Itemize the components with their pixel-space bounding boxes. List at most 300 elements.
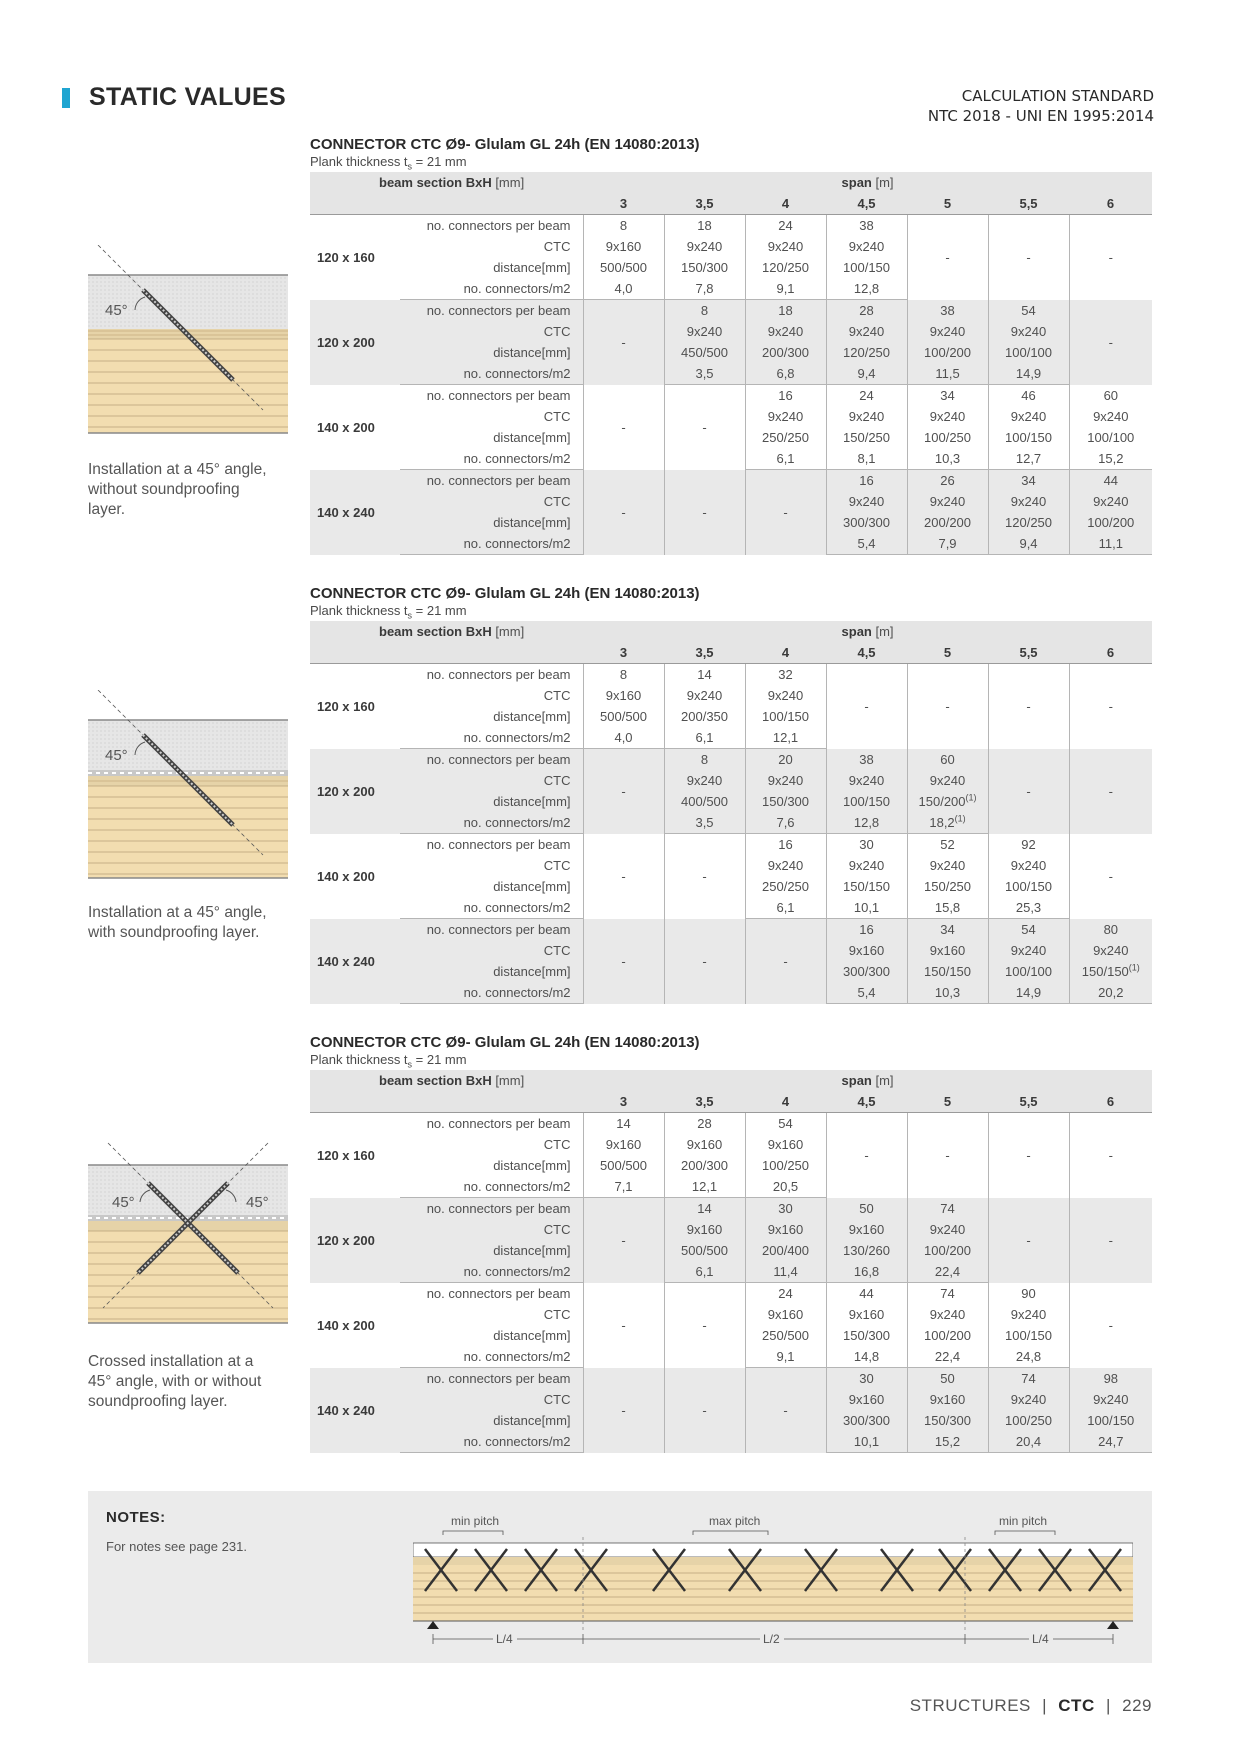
table-row [310,321,1152,342]
span-column-header: 5 [907,193,988,215]
table-cell: 12,8 [826,278,907,300]
table-cell: 9x240 [664,321,745,342]
table-cell: 12,1 [664,1176,745,1198]
table-cell: 24,8 [988,1346,1069,1368]
table-cell-empty: - [907,1113,988,1198]
span-column-header: 3 [583,642,664,664]
row-label: distance[mm] [400,1155,583,1176]
table-cell: 28 [664,1113,745,1135]
table-cell-empty: - [583,749,664,834]
table-cell: 9x240 [664,685,745,706]
static-values-table: beam section BxH [mm] span [m] 3 3,5 4 4,5 5 5,5 6 120 x 160 no. connectors per beam 8 18 24 38 - - - CTC 9x160 9x240 9x240 9x240 distance[mm] 500/500 150/300 120/250 100/150 no. connectors/m2 4,0 7,8 9,1 12,8 120 x 200 no. connectors per beam - 8 18 28 38 54 - CTC 9x240 9x240 9x240 9x240 9x240 distance[mm] 450/500 200/300 120/250 100/200 100/100 no. connectors/m2 3,5 6,8 9,4 11,5 14,9 140 x 200 no. connectors per beam - - 16 24 34 46 60 CTC 9x240 9x240 9x240 9x240 9x240 distance[mm] 250/250 150/250 100/250 100/150 100/100 no. connectors/m2 6,1 8,1 10,3 12,7 15,2 140 x 240 no. connectors per beam - - - 16 26 34 44 CTC 9x240 9x240 9x240 9x240 distance[mm] 300/300 200/200 120/250 100/200 no. connectors/m2 5,4 7,9 9,4 11,1 [310,172,1152,555]
table-cell-empty: - [583,1368,664,1453]
table-cell: 9x240 [664,770,745,791]
table-cell: 20 [745,749,826,771]
table-cell: 100/200 [1069,512,1152,533]
row-label: CTC [400,406,583,427]
table-cell: 60 [907,749,988,771]
table-cell: 50 [907,1368,988,1390]
row-label: no. connectors/m2 [400,982,583,1004]
table-cell-empty: - [1069,1198,1152,1283]
table-cell-empty: - [988,1198,1069,1283]
footnote-mark: (1) [965,792,977,803]
table-cell: 150/300 [826,1325,907,1346]
table-cell-empty: - [988,1113,1069,1198]
table-cell: 9x160 [664,1219,745,1240]
row-label: distance[mm] [400,791,583,812]
table-cell-empty: - [988,664,1069,749]
table-row [310,919,1152,941]
table-cell: 38 [826,215,907,237]
table-cell: 6,8 [745,363,826,385]
table-cell: 100/250 [745,1155,826,1176]
table-cell: 9x240 [1069,491,1152,512]
table-cell: 22,4 [907,1346,988,1368]
row-label: no. connectors/m2 [400,1261,583,1283]
table-row [310,834,1152,856]
span-column-header: 5 [907,1091,988,1113]
static-values-table: beam section BxH [mm] span [m] 3 3,5 4 4,5 5 5,5 6 120 x 160 no. connectors per beam 14 28 54 - - - - CTC 9x160 9x160 9x160 distance[mm] 500/500 200/300 100/250 no. connectors/m2 7,1 12,1 20,5 120 x 200 no. connectors per beam - 14 30 50 74 - - CTC 9x160 9x160 9x160 9x240 distance[mm] 500/500 200/400 130/260 100/200 no. connectors/m2 6,1 11,4 16,8 22,4 140 x 200 no. connectors per beam - - 24 44 74 90 - CTC 9x160 9x160 9x240 9x240 distance[mm] 250/500 150/300 100/200 100/150 no. connectors/m2 9,1 14,8 22,4 24,8 140 x 240 no. connectors per beam - - - 30 50 74 98 CTC 9x160 9x160 9x240 9x240 distance[mm] 300/300 150/300 100/250 100/150 no. connectors/m2 10,1 15,2 20,4 24,7 [310,1070,1152,1453]
table-cell: 100/150 [1069,1410,1152,1431]
span-column-header: 4,5 [826,642,907,664]
row-label: no. connectors/m2 [400,533,583,555]
table-cell: 100/100 [988,961,1069,982]
beam-section-header: beam section BxH [379,624,492,639]
table-cell: 20,5 [745,1176,826,1198]
table-cell: 5,4 [826,533,907,555]
angle-label-left: 45° [112,1194,135,1211]
table-cell: 24 [745,215,826,237]
table-cell: 100/150 [745,706,826,727]
page-number: 229 [1122,1696,1152,1715]
row-label: CTC [400,1219,583,1240]
table-cell: 6,1 [664,1261,745,1283]
table-cell: 90 [988,1283,1069,1305]
table-cell: 9x160 [826,1304,907,1325]
angle-label-right: 45° [246,1194,269,1211]
figure-caption-3: Crossed installation at a 45° angle, with or without soundproofing layer. [88,1353,262,1410]
row-label: distance[mm] [400,1410,583,1431]
table-cell: 12,1 [745,727,826,749]
table-cell: 200/400 [745,1240,826,1261]
table-cell: 9,4 [988,533,1069,555]
table-cell: 200/300 [745,342,826,363]
row-label: no. connectors/m2 [400,1346,583,1368]
table-cell: 100/150 [988,427,1069,448]
notes-text: For notes see page 231. [106,1539,247,1554]
footer-separator: | [1042,1696,1048,1715]
l2-label: L/2 [763,1632,780,1646]
notes-box [88,1491,1152,1663]
table-cell: 9x240 [745,770,826,791]
row-label: CTC [400,321,583,342]
row-label: no. connectors/m2 [400,897,583,919]
row-label: CTC [400,236,583,257]
table-row [310,300,1152,322]
section-title: CONNECTOR CTC Ø9- Glulam GL 24h (EN 14080:2013) [310,1034,700,1051]
row-label: no. connectors per beam [400,919,583,941]
table-cell: 34 [988,470,1069,492]
span-column-header: 3,5 [664,1091,745,1113]
table-cell: 6,1 [664,727,745,749]
row-label: no. connectors per beam [400,834,583,856]
table-cell: 150/300 [745,791,826,812]
beam-section-label: 140 x 200 [310,834,400,919]
table-cell: 74 [988,1368,1069,1390]
beam-section-header: beam section BxH [379,175,492,190]
l4-label-right: L/4 [1032,1632,1049,1646]
table-cell-empty: - [664,385,745,470]
table-cell-empty: - [664,470,745,555]
table-cell: 9x160 [745,1134,826,1155]
table-cell: 150/300 [907,1410,988,1431]
table-row [310,664,1152,686]
table-cell: 98 [1069,1368,1152,1390]
table-cell: 9x240 [745,406,826,427]
table-cell: 54 [988,919,1069,941]
row-label: no. connectors/m2 [400,448,583,470]
row-label: no. connectors per beam [400,749,583,771]
table-cell: 9x160 [826,940,907,961]
table-cell: 14 [664,664,745,686]
min-pitch-label-right: min pitch [999,1514,1048,1528]
span-column-header: 4 [745,1091,826,1113]
row-label: no. connectors per beam [400,300,583,322]
table-cell: 9x160 [583,685,664,706]
beam-section-label: 140 x 240 [310,470,400,555]
row-label: distance[mm] [400,427,583,448]
row-label: no. connectors/m2 [400,727,583,749]
row-label: distance[mm] [400,257,583,278]
table-cell: 9x160 [826,1219,907,1240]
table-cell: 20,4 [988,1431,1069,1453]
table-cell: 54 [988,300,1069,322]
beam-section-label: 120 x 200 [310,300,400,385]
table-cell-empty: - [583,300,664,385]
table-cell: 14 [583,1113,664,1135]
table-cell: 11,4 [745,1261,826,1283]
table-cell: 9x240 [826,855,907,876]
table-cell: 100/150 [988,1325,1069,1346]
table-cell: 9x240 [907,1304,988,1325]
table-cell: 500/500 [583,1155,664,1176]
table-cell: 9x160 [826,1389,907,1410]
table-row [310,215,1152,237]
table-cell: 9x240 [1069,1389,1152,1410]
table-cell: 9x240 [988,940,1069,961]
table-cell: 100/100 [988,342,1069,363]
row-label: distance[mm] [400,961,583,982]
table-cell: 9x240 [988,1389,1069,1410]
table-cell: 100/150 [826,257,907,278]
table-cell: 150/150 [826,876,907,897]
footnote-mark: (1) [954,813,966,824]
table-cell: 100/250 [907,427,988,448]
span-column-header: 3,5 [664,193,745,215]
table-cell: 9x240 [907,770,988,791]
table-cell: 7,6 [745,812,826,834]
table-cell-empty: - [583,385,664,470]
section-title: CONNECTOR CTC Ø9- Glulam GL 24h (EN 14080:2013) [310,136,700,153]
table-cell: 14 [664,1198,745,1220]
table-cell: 18 [664,215,745,237]
table-cell: 300/300 [826,961,907,982]
table-cell-empty: - [583,834,664,919]
table-cell: 120/250 [745,257,826,278]
table-cell: 10,3 [907,448,988,470]
table-cell: 5,4 [826,982,907,1004]
page-title: STATIC VALUES [89,83,286,111]
table-cell: 16 [745,385,826,407]
table-cell-empty: - [988,215,1069,300]
table-cell: 9x240 [907,855,988,876]
span-column-header: 6 [1069,642,1152,664]
table-cell: 9x160 [907,1389,988,1410]
static-values-table: beam section BxH [mm] span [m] 3 3,5 4 4,5 5 5,5 6 120 x 160 no. connectors per beam 8 14 32 - - - - CTC 9x160 9x240 9x240 distance[mm] 500/500 200/350 100/150 no. connectors/m2 4,0 6,1 12,1 120 x 200 no. connectors per beam - 8 20 38 60 - - CTC 9x240 9x240 9x240 9x240 distance[mm] 400/500 150/300 100/150 150/200$^{(1)}$ no. connectors/m2 3,5 7,6 12,8 18,2$^{(1)}$ 140 x 200 no. connectors per beam - - 16 30 52 92 - CTC 9x240 9x240 9x240 9x240 distance[mm] 250/250 150/150 150/250 100/150 no. connectors/m2 6,1 10,1 15,8 25,3 140 x 240 no. connectors per beam - - - 16 34 54 80 CTC 9x160 9x160 9x240 9x240 distance[mm] 300/300 150/150 100/100 150/150$^{(1)}$ no. connectors/m2 5,4 10,3 14,9 20,2 [310,621,1152,1004]
connector-table-section-2 [310,585,1152,1004]
min-pitch-label-left: min pitch [451,1514,500,1528]
table-row [310,1368,1152,1390]
table-cell: 7,9 [907,533,988,555]
table-row [310,363,1152,385]
table-cell: 9x240 [745,236,826,257]
footnote-mark: (1) [1128,962,1140,973]
table-cell-empty: - [583,470,664,555]
table-cell: 9x240 [988,406,1069,427]
span-column-header: 4,5 [826,1091,907,1113]
table-cell: 9x160 [745,1219,826,1240]
table-cell: 15,8 [907,897,988,919]
table-cell: 9,4 [826,363,907,385]
table-cell: 9x240 [907,491,988,512]
table-cell: 74 [907,1283,988,1305]
table-cell: 74 [907,1198,988,1220]
beam-section-label: 120 x 200 [310,1198,400,1283]
table-cell: 3,5 [664,812,745,834]
calc-standard-line1: CALCULATION STANDARD [961,87,1154,105]
row-label: no. connectors per beam [400,1283,583,1305]
page-footer [910,1696,1152,1716]
table-cell: 9,1 [745,1346,826,1368]
table-cell-empty: - [664,1368,745,1453]
table-cell: 150/200$^{(1)}$ [907,791,988,812]
row-label: CTC [400,770,583,791]
table-cell: 100/200 [907,342,988,363]
table-cell: 250/250 [745,876,826,897]
table-cell: 9x240 [988,1304,1069,1325]
table-cell: 30 [745,1198,826,1220]
row-label: CTC [400,855,583,876]
table-cell: 8 [664,300,745,322]
table-cell: 9x240 [988,855,1069,876]
table-cell: 60 [1069,385,1152,407]
span-column-header: 5,5 [988,642,1069,664]
table-cell: 150/300 [664,257,745,278]
table-cell: 9x160 [907,940,988,961]
figure-caption-1: Installation at a 45° angle, without soundproofing layer. [88,461,267,518]
row-label: no. connectors/m2 [400,1176,583,1198]
plank-thickness: Plank thickness $t_s = 21$ mm [310,1052,467,1070]
table-row [310,749,1152,771]
table-cell: 8,1 [826,448,907,470]
beam-section-label: 140 x 200 [310,1283,400,1368]
table-cell-empty: - [745,1368,826,1453]
angle-label: 45° [105,747,128,764]
row-label: distance[mm] [400,1240,583,1261]
table-cell-empty: - [583,1198,664,1283]
table-cell: 150/250 [907,876,988,897]
table-cell: 7,8 [664,278,745,300]
table-cell: 6,1 [745,448,826,470]
table-cell: 16,8 [826,1261,907,1283]
table-cell: 30 [826,834,907,856]
table-cell: 300/300 [826,512,907,533]
beam-section-header: beam section BxH [379,1073,492,1088]
table-cell: 34 [907,385,988,407]
table-cell: 14,9 [988,982,1069,1004]
table-cell: 9x240 [826,321,907,342]
span-column-header: 6 [1069,193,1152,215]
table-cell: 120/250 [988,512,1069,533]
row-label: no. connectors per beam [400,215,583,237]
table-row [310,342,1152,363]
row-label: no. connectors/m2 [400,812,583,834]
table-cell-empty: - [1069,1283,1152,1368]
table-cell: 80 [1069,919,1152,941]
table-row [310,470,1152,492]
notes-title: NOTES: [106,1509,166,1526]
row-label: distance[mm] [400,876,583,897]
footer-ctc: CTC [1058,1696,1095,1715]
table-cell-empty: - [1069,834,1152,919]
table-cell: 9x240 [826,770,907,791]
table-cell: 10,1 [826,1431,907,1453]
table-cell-empty: - [826,664,907,749]
crossed-installation-diagram [88,1135,288,1335]
span-column-header: 6 [1069,1091,1152,1113]
table-cell: 100/100 [1069,427,1152,448]
table-cell: 16 [745,834,826,856]
table-cell: 500/500 [664,1240,745,1261]
table-cell: 15,2 [907,1431,988,1453]
span-column-header: 5,5 [988,1091,1069,1113]
row-label: no. connectors/m2 [400,1431,583,1453]
table-cell: 9x240 [826,491,907,512]
table-cell: 18 [745,300,826,322]
table-cell: 34 [907,919,988,941]
table-cell: 12,7 [988,448,1069,470]
table-cell: 130/260 [826,1240,907,1261]
row-label: no. connectors per beam [400,1113,583,1135]
table-row [310,1113,1152,1135]
table-cell: 450/500 [664,342,745,363]
span-column-header: 5,5 [988,193,1069,215]
row-label: distance[mm] [400,512,583,533]
table-cell: 9x240 [1069,406,1152,427]
table-cell-empty: - [826,1113,907,1198]
angle-label: 45° [105,302,128,319]
table-cell: 3,5 [664,363,745,385]
max-pitch-label: max pitch [709,1514,761,1528]
row-label: CTC [400,1304,583,1325]
table-cell: 120/250 [826,342,907,363]
table-cell: 4,0 [583,278,664,300]
table-cell: 9x160 [583,236,664,257]
row-label: no. connectors per beam [400,1368,583,1390]
section-marker [62,88,70,108]
table-cell: 8 [583,215,664,237]
table-cell: 10,1 [826,897,907,919]
table-cell: 14,8 [826,1346,907,1368]
table-cell: 9x240 [664,236,745,257]
calculation-standard [928,86,1154,126]
table-cell-empty: - [745,919,826,1004]
table-cell: 250/250 [745,427,826,448]
table-cell: 100/150 [826,791,907,812]
table-cell-empty: - [1069,664,1152,749]
beam-section-label: 120 x 200 [310,749,400,834]
table-cell: 6,1 [745,897,826,919]
table-cell: 9,1 [745,278,826,300]
table-cell: 9x240 [988,321,1069,342]
table-cell: 38 [826,749,907,771]
table-cell: 300/300 [826,1410,907,1431]
installation-45-with-soundproofing-diagram [88,690,288,890]
span-header: span [841,624,872,639]
table-row [310,1283,1152,1305]
table-cell-empty: - [583,919,664,1004]
connector-table-section-1 [310,136,1152,555]
table-cell: 46 [988,385,1069,407]
beam-section-label: 140 x 240 [310,1368,400,1453]
table-cell: 100/250 [988,1410,1069,1431]
row-label: distance[mm] [400,342,583,363]
table-cell: 9x240 [745,855,826,876]
section-title: CONNECTOR CTC Ø9- Glulam GL 24h (EN 14080:2013) [310,585,700,602]
span-column-header: 3 [583,193,664,215]
table-cell: 200/200 [907,512,988,533]
row-label: CTC [400,1134,583,1155]
table-cell-empty: - [988,749,1069,834]
table-cell-empty: - [664,919,745,1004]
table-cell: 200/350 [664,706,745,727]
table-cell-empty: - [664,1283,745,1368]
table-cell: 44 [826,1283,907,1305]
table-cell: 9x240 [826,236,907,257]
table-cell: 9x160 [745,1304,826,1325]
table-cell-empty: - [1069,215,1152,300]
span-header: span [841,175,872,190]
table-cell-empty: - [907,664,988,749]
footer-separator: | [1105,1696,1111,1715]
calc-standard-line2: NTC 2018 - UNI EN 1995:2014 [927,107,1154,125]
row-label: CTC [400,491,583,512]
row-label: distance[mm] [400,1325,583,1346]
span-column-header: 5 [907,642,988,664]
plank-thickness: Plank thickness $t_s = 21$ mm [310,154,467,172]
table-cell: 50 [826,1198,907,1220]
table-cell: 200/300 [664,1155,745,1176]
row-label: no. connectors/m2 [400,278,583,300]
table-cell: 9x240 [826,406,907,427]
table-cell: 25,3 [988,897,1069,919]
span-column-header: 4,5 [826,193,907,215]
span-column-header: 4 [745,642,826,664]
table-cell: 20,2 [1069,982,1152,1004]
row-label: distance[mm] [400,706,583,727]
table-cell: 16 [826,919,907,941]
table-cell: 10,3 [907,982,988,1004]
